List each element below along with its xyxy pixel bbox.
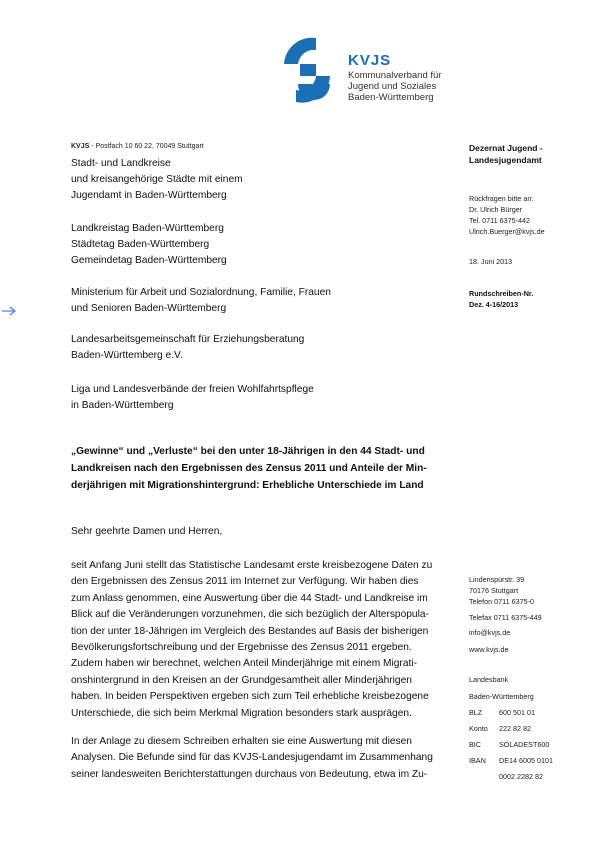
bank-label: BIC	[469, 740, 481, 749]
bank-value: DE14 6005 0101	[499, 756, 553, 765]
contact-line: Rückfragen bitte an:	[469, 194, 534, 203]
recipient-block	[71, 221, 227, 269]
body-line: tion der unter 18-Jährigen im Vergleich des Bestandes auf Basis der bisherigen	[71, 625, 429, 637]
bank-row	[469, 705, 553, 721]
body-line: seiner landesweiten Berichterstattungen durchaus von Bedeutung, etwa im Zu-	[71, 768, 428, 780]
sender-org: KVJS	[71, 143, 90, 150]
recipient-line: und kreisangehörige Städte mit einem	[71, 174, 243, 185]
office-email[interactable]: info@kvjs.de	[469, 628, 511, 637]
contact-line: Dr. Ulrich Bürger	[469, 205, 523, 214]
body-line: haben. In beiden Perspektiven ergeben sich zum Teil erhebliche kreisbezogene	[71, 691, 429, 703]
office-line: Telefon 0711 6375-0	[469, 597, 535, 606]
recipient-line: Jugendamt in Baden-Württemberg	[71, 190, 227, 201]
body-line: Bevölkerungsfortschreibung und der Ergebnisse des Zensus 2011 ergeben.	[71, 642, 412, 654]
body-line: Unterschiede, die sich beim Merkmal Migration besonders stark ausprägen.	[71, 707, 412, 719]
bank-row	[469, 737, 553, 753]
logo-subtitle-line: Kommunalverband für	[348, 70, 442, 81]
recipient-block	[71, 156, 243, 204]
office-line: Telefax 0711 6375-449	[469, 613, 542, 622]
bank-line: Baden-Württemberg	[469, 692, 534, 701]
recipient-block	[71, 332, 304, 364]
office-address	[469, 574, 542, 623]
body-line: seit Anfang Juni stellt das Statistische Landesamt erste kreisbezogene Daten zu	[71, 560, 433, 571]
department-line: Landesjugendamt	[469, 155, 542, 165]
letter-date: 18. Juni 2013	[469, 257, 513, 266]
recipient-line: Baden-Württemberg e.V.	[71, 350, 183, 361]
body-paragraph	[71, 558, 463, 722]
recipient-line: Landesarbeitsgemeinschaft für Erziehungsberatung	[71, 334, 305, 345]
recipient-line: Landkreistag Baden-Württemberg	[71, 223, 224, 234]
department-line: Dezernat Jugend -	[469, 143, 543, 153]
bank-value: 222 82 82	[499, 724, 531, 733]
bank-label: IBAN	[469, 756, 486, 765]
body-line: Analysen. Die Befunde sind für das KVJS-Landesjugendamt im Zusammenhang	[71, 752, 433, 764]
circular-number	[469, 288, 533, 310]
logo-subtitle	[348, 70, 441, 103]
kvjs-logo-icon	[276, 34, 338, 106]
letter-subject	[71, 443, 463, 494]
body-paragraph	[71, 734, 463, 783]
subject-line: derjährigen mit Migrationshintergrund: Erhebliche Unterschiede im Land	[71, 480, 424, 491]
bank-label: BLZ	[469, 708, 483, 717]
body-line: onshintergrund in den Kreisen an der Grundgesamtheit aller Minderjährigen	[71, 674, 412, 686]
bank-line: Landesbank	[469, 675, 509, 684]
bank-details	[469, 705, 553, 785]
logo-subtitle-line: Jugend und Soziales	[348, 81, 437, 92]
recipient-line: und Senioren Baden-Württemberg	[71, 303, 227, 314]
recipient-line: in Baden-Württemberg	[71, 400, 174, 411]
recipient-line: Stadt- und Landkreise	[71, 158, 171, 169]
recipient-line: Ministerium für Arbeit und Sozialordnung, Familie, Frauen	[71, 287, 331, 298]
recipient-line: Städtetag Baden-Württemberg	[71, 239, 210, 250]
contact-block	[469, 193, 545, 237]
bank-label: Konto	[469, 724, 488, 733]
office-line: Lindenspürstr. 39	[469, 575, 525, 584]
recipient-block	[71, 285, 331, 317]
salutation: Sehr geehrte Damen und Herren,	[71, 526, 223, 537]
body-line: Zudem haben wir berechnet, welchen Anteil Minderjährige mit einem Migrati-	[71, 658, 417, 670]
bank-value: 600 501 01	[499, 708, 535, 717]
circular-line: Rundschreiben-Nr.	[469, 289, 534, 298]
bank-name	[469, 674, 534, 702]
body-line: Blick auf die Veränderungen vorzunehmen, die sich bezüglich der Alterspopula-	[71, 609, 429, 621]
arrow-right-icon	[2, 306, 18, 316]
bank-row	[469, 753, 553, 769]
bank-value: SOLADEST600	[499, 740, 550, 749]
sender-line	[71, 143, 204, 150]
office-web[interactable]: www.kvjs.de	[469, 645, 509, 654]
body-line: In der Anlage zu diesem Schreiben erhalten sie eine Auswertung mit diesen	[71, 736, 412, 747]
body-line: zum Anlass genommen, eine Auswertung über die 44 Stadt- und Landkreise im	[71, 592, 428, 604]
department-heading	[469, 142, 543, 166]
bank-row	[469, 721, 553, 737]
bank-row	[469, 769, 553, 785]
logo-wordmark: KVJS	[348, 52, 392, 69]
bank-value: 0002 2282 82	[499, 772, 543, 781]
contact-line: Tel. 0711 6375-442	[469, 216, 531, 225]
recipient-line: Gemeindetag Baden-Württemberg	[71, 255, 227, 266]
office-line: 70176 Stuttgart	[469, 586, 519, 595]
contact-email[interactable]: Ulrich.Buerger@kvjs.de	[469, 227, 545, 236]
recipient-line: Liga und Landesverbände der freien Wohlfahrtspflege	[71, 384, 314, 395]
sender-address: - Postfach 10 60 22, 70049 Stuttgart	[91, 143, 204, 150]
circular-line: Dez. 4-16/2013	[469, 300, 519, 309]
recipient-block	[71, 382, 314, 414]
subject-line: „Gewinne“ und „Verluste“ bei den unter 18-Jährigen in den 44 Stadt- und	[71, 446, 425, 457]
subject-line: Landkreisen nach den Ergebnissen des Zensus 2011 und Anteile der Min-	[71, 463, 427, 474]
body-line: den Ergebnissen des Zensus 2011 im Internet zur Verfügung. Wir haben dies	[71, 576, 419, 588]
logo-subtitle-line: Baden-Württemberg	[348, 92, 434, 103]
